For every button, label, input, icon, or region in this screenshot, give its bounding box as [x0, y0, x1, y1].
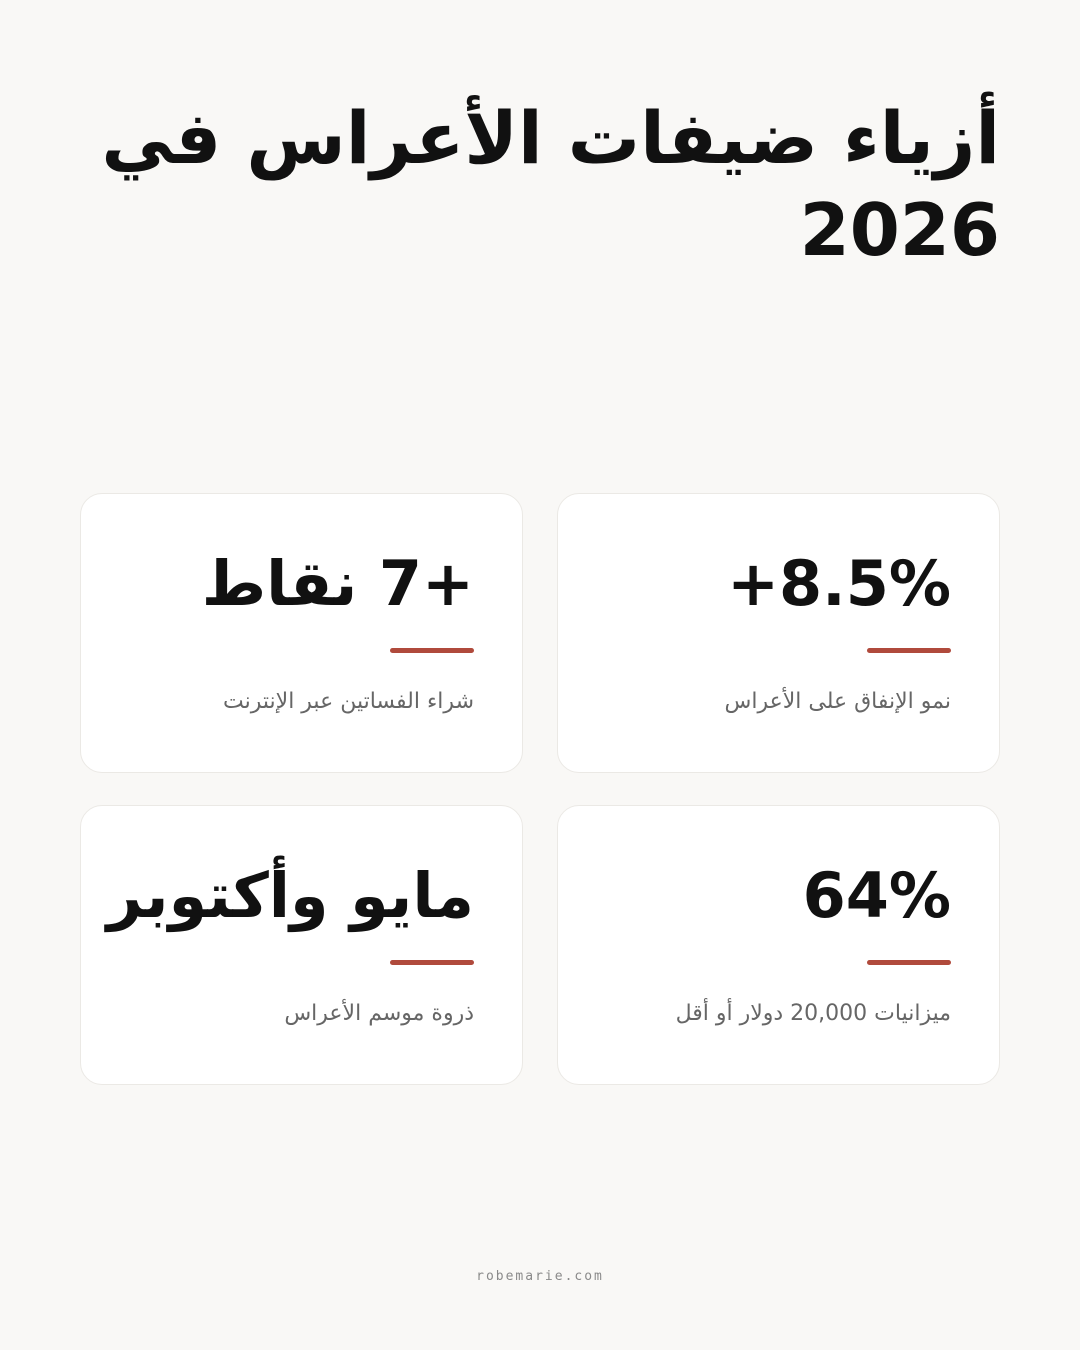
stats-grid [80, 493, 1000, 1085]
accent-divider [867, 960, 951, 965]
stat-label: ميزانيات 20,000 دولار أو أقل [675, 1001, 951, 1026]
accent-divider [867, 648, 951, 653]
stat-card-budget-share [557, 805, 1000, 1085]
stat-value: +8.5% [727, 547, 951, 620]
stat-value: +7 نقاط [201, 547, 474, 620]
stat-card-peak-season [80, 805, 523, 1085]
stat-card-spending-growth [557, 493, 1000, 773]
page-title: أزياء ضيفات الأعراس في 2026 [101, 96, 1000, 272]
accent-divider [390, 960, 474, 965]
stat-value: 64% [802, 859, 951, 932]
stat-card-online-dress-shopping [80, 493, 523, 773]
footer-website: robemarie.com [476, 1269, 604, 1284]
stat-label: شراء الفساتين عبر الإنترنت [223, 689, 474, 714]
stat-value: مايو وأكتوبر [106, 859, 474, 932]
stat-label: نمو الإنفاق على الأعراس [724, 689, 951, 714]
stat-label: ذروة موسم الأعراس [284, 1001, 474, 1026]
accent-divider [390, 648, 474, 653]
